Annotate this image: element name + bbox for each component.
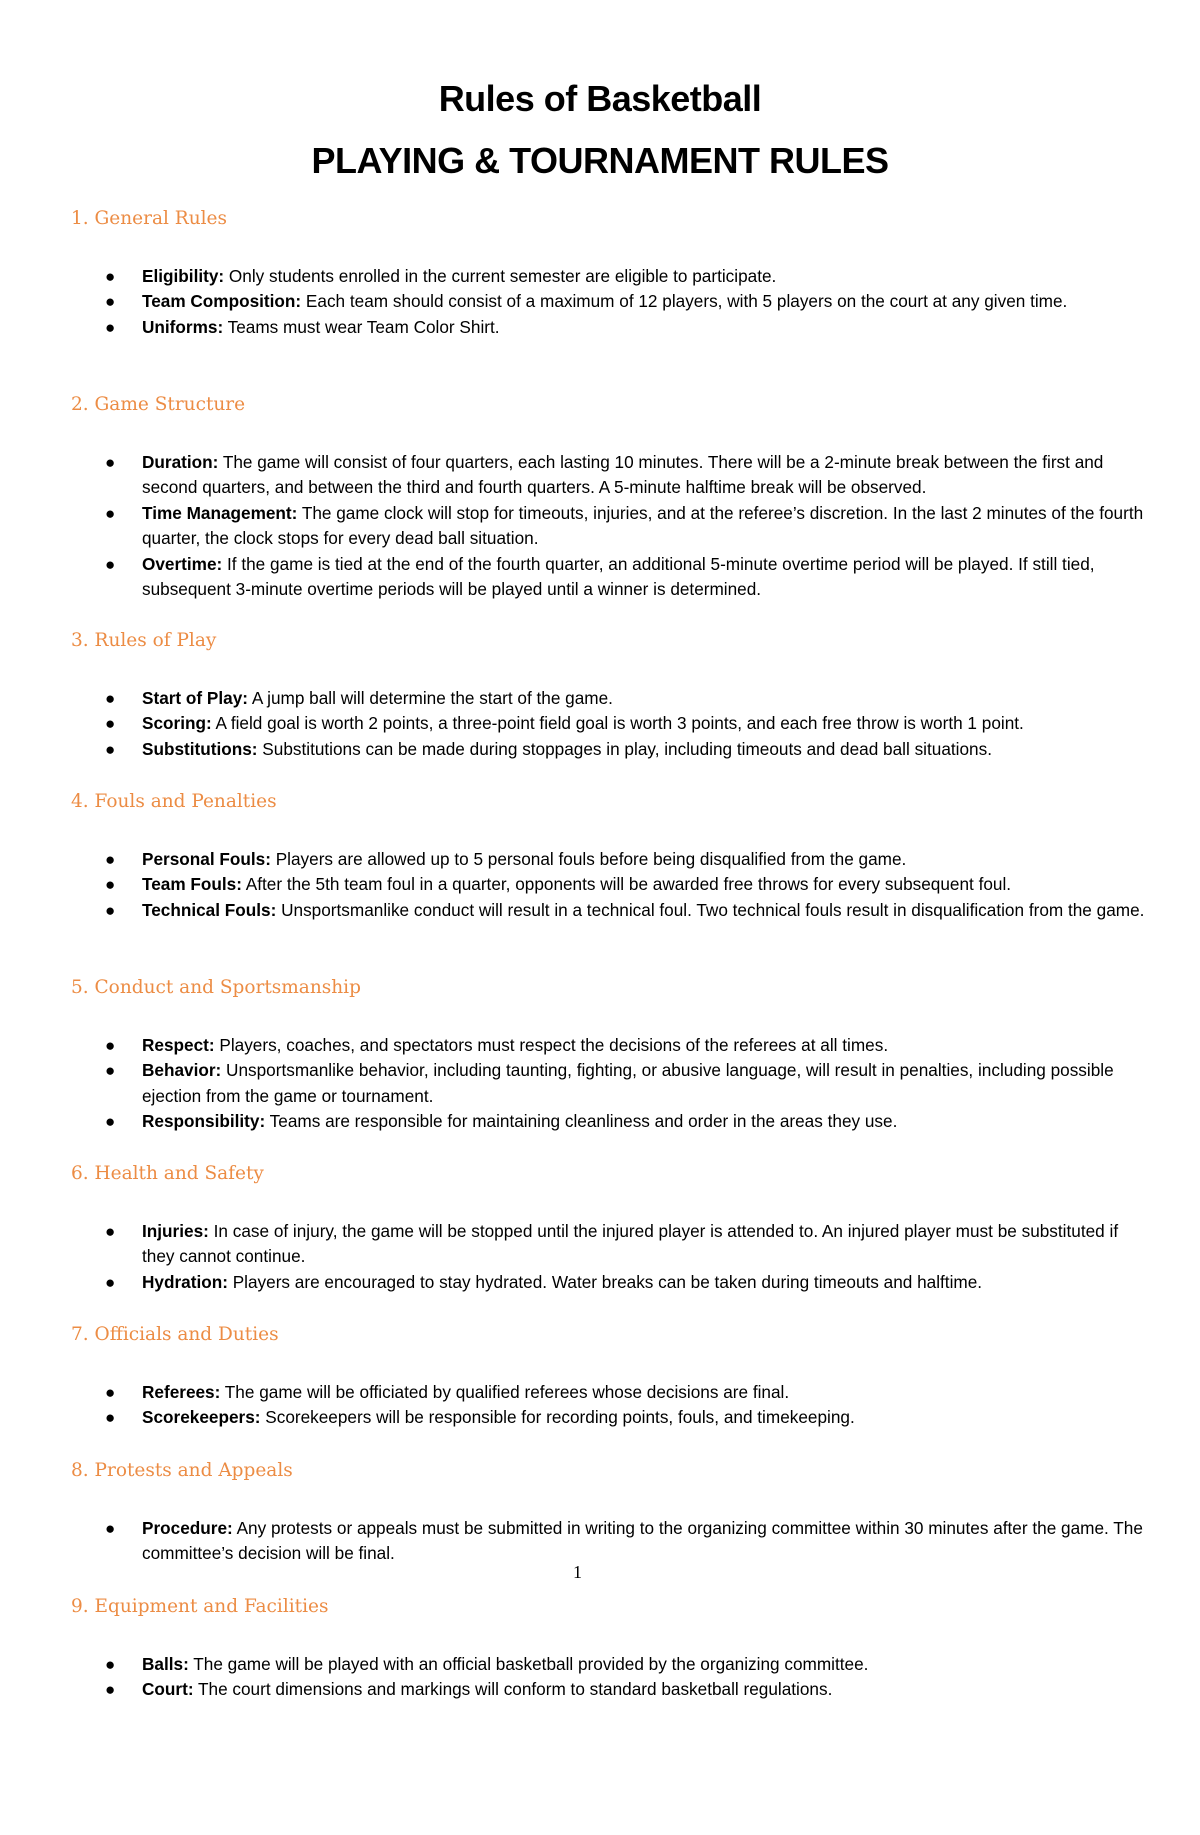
bullet-icon: ● bbox=[105, 1036, 116, 1055]
rule-term: Responsibility: bbox=[142, 1111, 266, 1132]
bullet-icon: ● bbox=[105, 1655, 116, 1674]
rule-term: Technical Fouls: bbox=[142, 899, 277, 920]
rule-term: Injuries: bbox=[142, 1221, 209, 1241]
list-item bbox=[105, 1058, 1145, 1109]
list-item bbox=[105, 898, 1145, 923]
section-heading-fouls-and-penalties: 4. Fouls and Penalties bbox=[71, 791, 277, 812]
bullet-icon: ● bbox=[105, 1408, 116, 1428]
section-heading-officials-and-duties: 7. Officials and Duties bbox=[71, 1324, 279, 1345]
rule-text: Only students enrolled in the current semester are eligible to participate. bbox=[224, 266, 777, 286]
rule-term: Time Management: bbox=[142, 502, 298, 523]
list-item bbox=[105, 1380, 1145, 1405]
game-structure-list bbox=[105, 450, 1145, 602]
rule-text: The court dimensions and markings will conform to standard basketball regulations. bbox=[193, 1679, 833, 1700]
list-item bbox=[105, 847, 1145, 872]
rule-term: Start of Play: bbox=[142, 688, 249, 708]
rule-text: Players are encouraged to stay hydrated. Water breaks can be taken during timeouts and halftime. bbox=[227, 1271, 983, 1292]
page-number: 1 bbox=[573, 1562, 582, 1582]
list-item bbox=[105, 686, 1145, 711]
conduct-and-sportsmanship-list bbox=[105, 1033, 1145, 1135]
rule-text: Teams must wear Team Color Shirt. bbox=[223, 316, 500, 337]
rule-term: Substitutions: bbox=[142, 738, 258, 759]
rule-text: Any protests or appeals must be submitted in writing to the organizing committee within 30 minutes after the game. The committee’s decision will be final. bbox=[142, 1518, 1143, 1564]
bullet-icon: ● bbox=[105, 850, 116, 869]
list-item bbox=[105, 872, 1145, 897]
list-item bbox=[105, 1109, 1145, 1134]
bullet-icon: ● bbox=[105, 1061, 116, 1081]
general-rules-list bbox=[105, 264, 1145, 340]
list-item bbox=[105, 1033, 1145, 1058]
rule-term: Scoring: bbox=[142, 713, 212, 734]
rule-text: After the 5th team foul in a quarter, opponents will be awarded free throws for every subsequent foul. bbox=[241, 874, 1012, 895]
list-item bbox=[105, 1219, 1145, 1270]
rule-text: The game will consist of four quarters, each lasting 10 minutes. There will be a 2-minute break between the first and second quarters, and between the third and fourth quarters. A 5-minute halftime break will be observed. bbox=[142, 452, 1104, 498]
section-heading-general-rules: 1. General Rules bbox=[71, 208, 227, 229]
bullet-icon: ● bbox=[105, 875, 116, 895]
section-heading-protests-and-appeals: 8. Protests and Appeals bbox=[71, 1460, 293, 1481]
list-item bbox=[105, 1516, 1145, 1567]
list-item bbox=[105, 711, 1145, 736]
list-item bbox=[105, 552, 1145, 603]
rule-term: Team Composition: bbox=[142, 291, 302, 312]
rule-term: Balls: bbox=[142, 1654, 189, 1674]
list-item bbox=[105, 264, 1145, 289]
section-heading-game-structure: 2. Game Structure bbox=[71, 394, 246, 415]
document-subtitle: PLAYING & TOURNAMENT RULES bbox=[311, 140, 889, 181]
bullet-icon: ● bbox=[105, 1222, 116, 1241]
protests-and-appeals-list bbox=[105, 1516, 1145, 1567]
rules-of-play-list bbox=[105, 686, 1145, 762]
bullet-icon: ● bbox=[105, 689, 116, 708]
rule-term: Uniforms: bbox=[142, 316, 224, 337]
bullet-icon: ● bbox=[105, 317, 116, 337]
rule-term: Scorekeepers: bbox=[142, 1407, 261, 1428]
rule-text: A jump ball will determine the start of the game. bbox=[248, 688, 613, 708]
rule-text: In case of injury, the game will be stopped until the injured player is attended to. An injured player must be substituted if they cannot continue. bbox=[142, 1221, 1119, 1267]
section-heading-conduct-and-sportsmanship: 5. Conduct and Sportsmanship bbox=[71, 977, 361, 998]
rule-term: Respect: bbox=[142, 1035, 215, 1055]
bullet-icon: ● bbox=[105, 1680, 116, 1700]
fouls-and-penalties-list bbox=[105, 847, 1145, 923]
list-item bbox=[105, 289, 1145, 314]
section-heading-rules-of-play: 3. Rules of Play bbox=[71, 630, 217, 651]
rule-text: The game clock will stop for timeouts, injuries, and at the referee’s discretion. In the last 2 minutes of the fourth quarter, the clock stops for every dead ball situation. bbox=[142, 502, 1144, 549]
bullet-icon: ● bbox=[105, 267, 116, 286]
bullet-icon: ● bbox=[105, 1519, 116, 1538]
section-heading-health-and-safety: 6. Health and Safety bbox=[71, 1163, 264, 1184]
bullet-icon: ● bbox=[105, 1272, 116, 1292]
rule-text: Substitutions can be made during stoppages in play, including timeouts and dead ball situations. bbox=[257, 738, 992, 759]
rule-text: Teams are responsible for maintaining cleanliness and order in the areas they use. bbox=[265, 1111, 898, 1132]
list-item bbox=[105, 501, 1145, 552]
document-title: Rules of Basketball bbox=[438, 78, 762, 119]
rule-term: Duration: bbox=[142, 452, 219, 472]
rule-text: Players are allowed up to 5 personal fouls before being disqualified from the game. bbox=[270, 849, 907, 869]
list-item bbox=[105, 450, 1145, 501]
bullet-icon: ● bbox=[105, 503, 116, 523]
bullet-icon: ● bbox=[105, 739, 116, 759]
rule-term: Hydration: bbox=[142, 1271, 228, 1292]
rule-term: Referees: bbox=[142, 1382, 221, 1402]
rule-term: Court: bbox=[142, 1679, 194, 1700]
rule-text: The game will be played with an official basketball provided by the organizing committee. bbox=[188, 1654, 869, 1674]
health-and-safety-list bbox=[105, 1219, 1145, 1295]
rule-text: Each team should consist of a maximum of 12 players, with 5 players on the court at any given time. bbox=[301, 291, 1068, 312]
rule-term: Team Fouls: bbox=[142, 874, 242, 895]
rule-term: Eligibility: bbox=[142, 266, 225, 286]
bullet-icon: ● bbox=[105, 714, 116, 734]
list-item bbox=[105, 1270, 1145, 1295]
rule-term: Behavior: bbox=[142, 1060, 222, 1081]
list-item bbox=[105, 737, 1145, 762]
rule-text: A field goal is worth 2 points, a three-point field goal is worth 3 points, and each free throw is worth 1 point. bbox=[211, 713, 1024, 734]
rule-text: Unsportsmanlike behavior, including taunting, fighting, or abusive language, will result in penalties, including possible ejection from the game or tournament. bbox=[142, 1060, 1114, 1106]
rule-text: If the game is tied at the end of the fourth quarter, an additional 5-minute overtime period will be played. If still tied, subsequent 3-minute overtime periods will be played until a winner is determined. bbox=[142, 553, 1095, 600]
list-item bbox=[105, 1677, 1145, 1702]
rule-term: Personal Fouls: bbox=[142, 849, 271, 869]
bullet-icon: ● bbox=[105, 292, 116, 312]
bullet-icon: ● bbox=[105, 900, 116, 920]
rule-term: Overtime: bbox=[142, 553, 223, 574]
officials-and-duties-list bbox=[105, 1380, 1145, 1431]
equipment-and-facilities-list bbox=[105, 1652, 1145, 1703]
list-item bbox=[105, 1405, 1145, 1430]
list-item bbox=[105, 315, 1145, 340]
rule-text: Players, coaches, and spectators must respect the decisions of the referees at all times. bbox=[214, 1035, 889, 1055]
bullet-icon: ● bbox=[105, 1383, 116, 1402]
list-item bbox=[105, 1652, 1145, 1677]
rule-text: Unsportsmanlike conduct will result in a technical foul. Two technical fouls result in disqualification from the game. bbox=[276, 899, 1145, 920]
rule-term: Procedure: bbox=[142, 1518, 233, 1538]
bullet-icon: ● bbox=[105, 1112, 116, 1132]
section-heading-equipment-and-facilities: 9. Equipment and Facilities bbox=[71, 1596, 329, 1617]
bullet-icon: ● bbox=[105, 554, 116, 574]
rule-text: The game will be officiated by qualified referees whose decisions are final. bbox=[220, 1382, 790, 1402]
rule-text: Scorekeepers will be responsible for recording points, fouls, and timekeeping. bbox=[260, 1407, 855, 1428]
bullet-icon: ● bbox=[105, 453, 116, 472]
